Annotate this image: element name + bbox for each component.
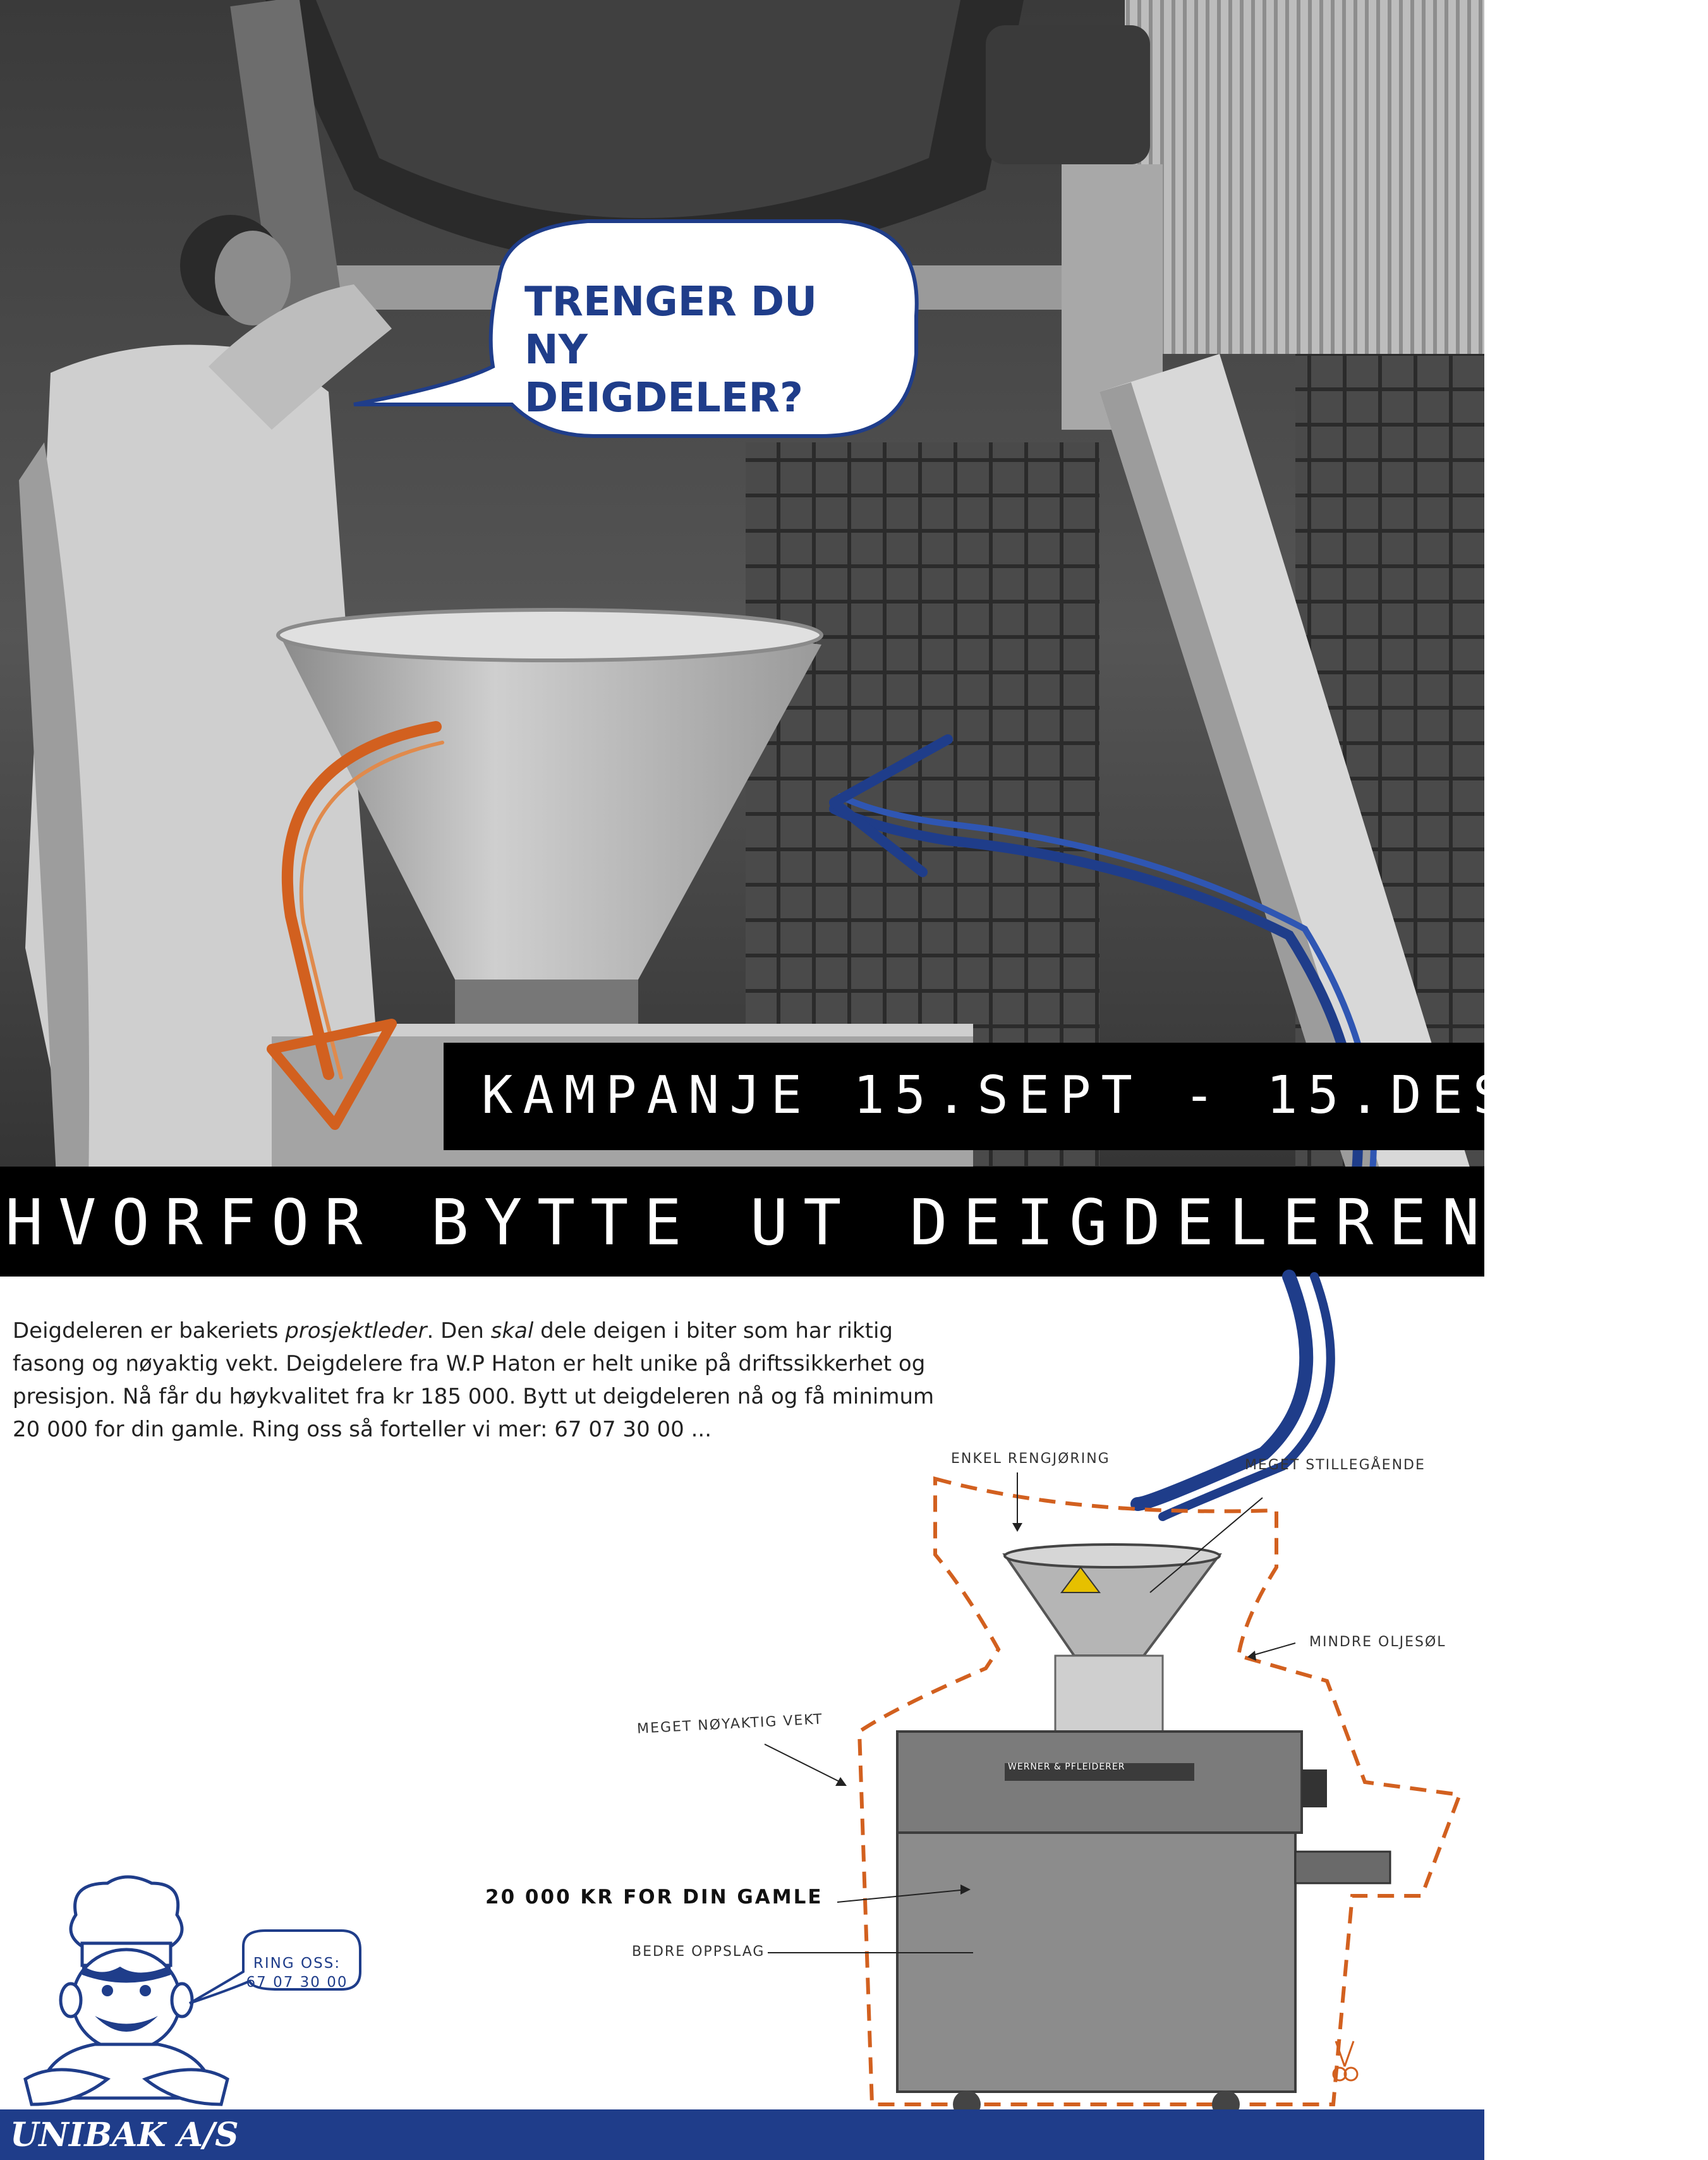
machine-brand-label: WERNER & PFLEIDERER	[1008, 1762, 1125, 1772]
footer-bar	[0, 2109, 1484, 2160]
callout-cleaning: ENKEL RENGJØRING	[951, 1451, 1110, 1467]
speech-bubble-line-2: NY DEIGDELER?	[524, 327, 803, 422]
headline-text: HVORFOR BYTTE UT DEIGDELEREN NÅ?	[5, 1186, 1708, 1259]
callout-quiet: MEGET STILLEGÅENDE	[1245, 1457, 1426, 1473]
body-emphasis: skal	[490, 1318, 534, 1344]
campaign-banner-text: KAMPANJE 15.SEPT - 15.DES	[482, 1065, 1515, 1126]
body-text-part: . Den	[427, 1318, 491, 1344]
footer-logo: UNIBAK A/S	[10, 2116, 239, 2154]
body-text-part: Deigdeleren er bakeriets	[13, 1318, 286, 1344]
ring-bubble-text	[243, 1954, 351, 1992]
body-emphasis: prosjektleder	[285, 1318, 427, 1344]
ring-bubble-line-1: RING OSS:	[253, 1955, 341, 1972]
chef-hat-icon	[71, 1877, 182, 1946]
callout-trade-in: 20 000 KR FOR DIN GAMLE	[485, 1886, 823, 1908]
body-text-part: dele deigen i biter som har riktig fasong og nøyaktig vekt. Deigdelere fra W.P Haton er helt unike på driftssikkerhet og presisjon. Nå får du høykvalitet fra kr 185 000. Bytt ut deigdeleren nå og få minimum 20 000 for din gamle. Ring oss så forteller vi mer: 67 07 30 00 ...	[13, 1318, 935, 1442]
chef-face-icon	[73, 1950, 180, 2051]
callout-better: BEDRE OPPSLAG	[632, 1944, 765, 1960]
speech-bubble-line-1: TRENGER DU	[524, 279, 818, 325]
callout-weight: MEGET NØYAKTIG VEKT	[636, 1711, 824, 1737]
chef-mascot	[0, 1871, 379, 2123]
ring-bubble-line-2: 67 07 30 00	[246, 1974, 348, 1991]
callout-oil: MINDRE OLJESØL	[1309, 1634, 1446, 1650]
